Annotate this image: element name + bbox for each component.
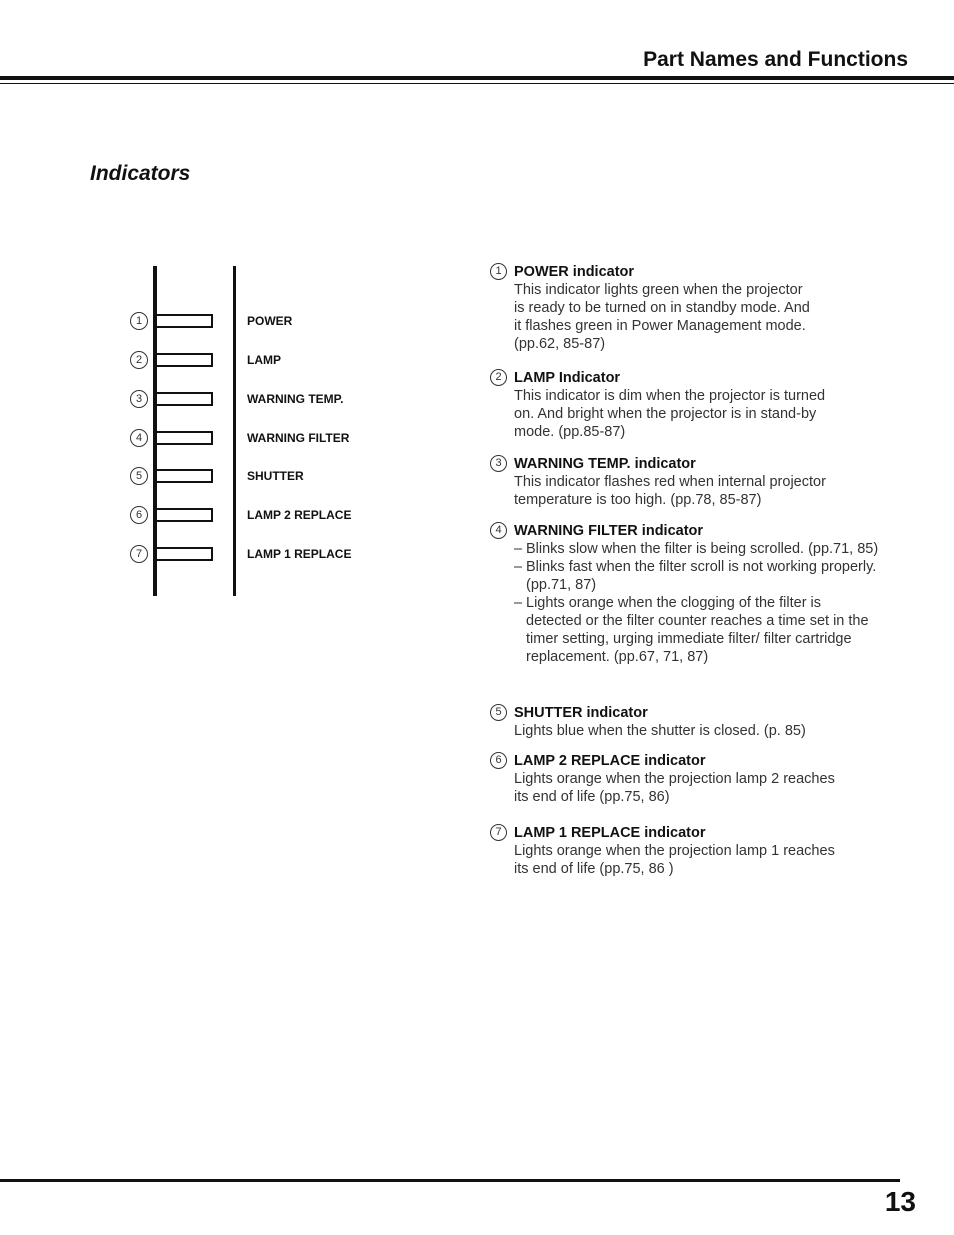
header-rule-thick — [0, 76, 954, 80]
footer-rule — [0, 1179, 900, 1182]
indicator-lamp — [157, 314, 213, 328]
panel-row-number: 4 — [130, 429, 148, 447]
bullet-dash: – — [514, 595, 523, 611]
description-line: Lights orange when the projection lamp 2 reaches — [514, 771, 835, 787]
panel-row-warning-temp — [0, 390, 400, 410]
description-number: 2 — [490, 369, 507, 386]
panel-row-warning-filter — [0, 429, 400, 449]
description-number: 5 — [490, 704, 507, 721]
panel-row-label: LAMP — [247, 353, 281, 367]
panel-row-label: LAMP 2 REPLACE — [247, 508, 352, 522]
indicator-lamp — [157, 469, 213, 483]
description-lamp-1-replace — [490, 824, 880, 878]
panel-row-number: 5 — [130, 467, 148, 485]
description-number: 4 — [490, 522, 507, 539]
description-number: 3 — [490, 455, 507, 472]
bullet-text: Blinks fast when the filter scroll is not working properly. (pp.71, 87) — [526, 559, 877, 593]
description-line: (pp.62, 85-87) — [514, 336, 606, 352]
description-line: on. And bright when the projector is in stand-by — [514, 406, 817, 422]
header-rule-thin — [0, 83, 954, 84]
panel-row-label: LAMP 1 REPLACE — [247, 547, 352, 561]
description-line: it flashes green in Power Management mode. — [514, 318, 806, 334]
description-title: SHUTTER indicator — [514, 705, 648, 721]
description-line: Lights blue when the shutter is closed. (p. 85) — [514, 723, 806, 739]
panel-row-power — [0, 312, 400, 332]
description-line: is ready to be turned on in standby mode. And — [514, 300, 810, 316]
panel-row-number: 6 — [130, 506, 148, 524]
description-line: This indicator lights green when the projector — [514, 282, 803, 298]
description-title: LAMP 1 REPLACE indicator — [514, 825, 706, 841]
panel-row-label: WARNING FILTER — [247, 431, 350, 445]
bullet-text: Blinks slow when the filter is being scrolled. (pp.71, 85) — [526, 541, 879, 557]
description-number: 7 — [490, 824, 507, 841]
indicator-lamp — [157, 353, 213, 367]
description-line: mode. (pp.85-87) — [514, 424, 626, 440]
panel-row-number: 7 — [130, 545, 148, 563]
indicator-lamp — [157, 431, 213, 445]
description-line: its end of life (pp.75, 86 ) — [514, 861, 674, 877]
description-warning-temp — [490, 455, 880, 509]
page-header-title: Part Names and Functions — [643, 48, 908, 71]
description-number: 6 — [490, 752, 507, 769]
panel-row-lamp-1-replace — [0, 545, 400, 565]
description-line: This indicator is dim when the projector is turned — [514, 388, 826, 404]
description-title: WARNING FILTER indicator — [514, 523, 704, 539]
description-lamp — [490, 369, 880, 441]
description-power — [490, 263, 880, 353]
panel-row-lamp-2-replace — [0, 506, 400, 526]
panel-row-label: WARNING TEMP. — [247, 392, 344, 406]
bullet-text: Lights orange when the clogging of the filter is detected or the filter counter reaches a time set in the timer setting, urging immediate filter/ filter cartridge replacement. (pp.67, 71, 87) — [526, 595, 869, 665]
panel-row-shutter — [0, 467, 400, 487]
section-title: Indicators — [90, 162, 191, 185]
description-line: This indicator flashes red when internal projector — [514, 474, 826, 490]
description-title: LAMP Indicator — [514, 370, 621, 386]
description-shutter — [490, 704, 880, 740]
page-number: 13 — [884, 1186, 916, 1217]
description-title: LAMP 2 REPLACE indicator — [514, 753, 706, 769]
indicator-lamp — [157, 392, 213, 406]
description-line: Lights orange when the projection lamp 1 reaches — [514, 843, 835, 859]
description-bullet — [514, 540, 880, 558]
description-bullet — [514, 558, 880, 594]
description-bullet — [514, 594, 880, 666]
description-title: POWER indicator — [514, 264, 635, 280]
panel-row-number: 3 — [130, 390, 148, 408]
panel-row-number: 2 — [130, 351, 148, 369]
panel-row-label: POWER — [247, 314, 293, 328]
indicator-lamp — [157, 508, 213, 522]
panel-row-number: 1 — [130, 312, 148, 330]
description-line: temperature is too high. (pp.78, 85-87) — [514, 492, 762, 508]
panel-row-label: SHUTTER — [247, 469, 304, 483]
bullet-dash: – — [514, 559, 523, 575]
description-lamp-2-replace — [490, 752, 880, 806]
indicator-lamp — [157, 547, 213, 561]
description-line: its end of life (pp.75, 86) — [514, 789, 670, 805]
description-warning-filter — [490, 522, 880, 666]
panel-row-lamp — [0, 351, 400, 371]
description-number: 1 — [490, 263, 507, 280]
description-title: WARNING TEMP. indicator — [514, 456, 696, 472]
bullet-dash: – — [514, 541, 523, 557]
